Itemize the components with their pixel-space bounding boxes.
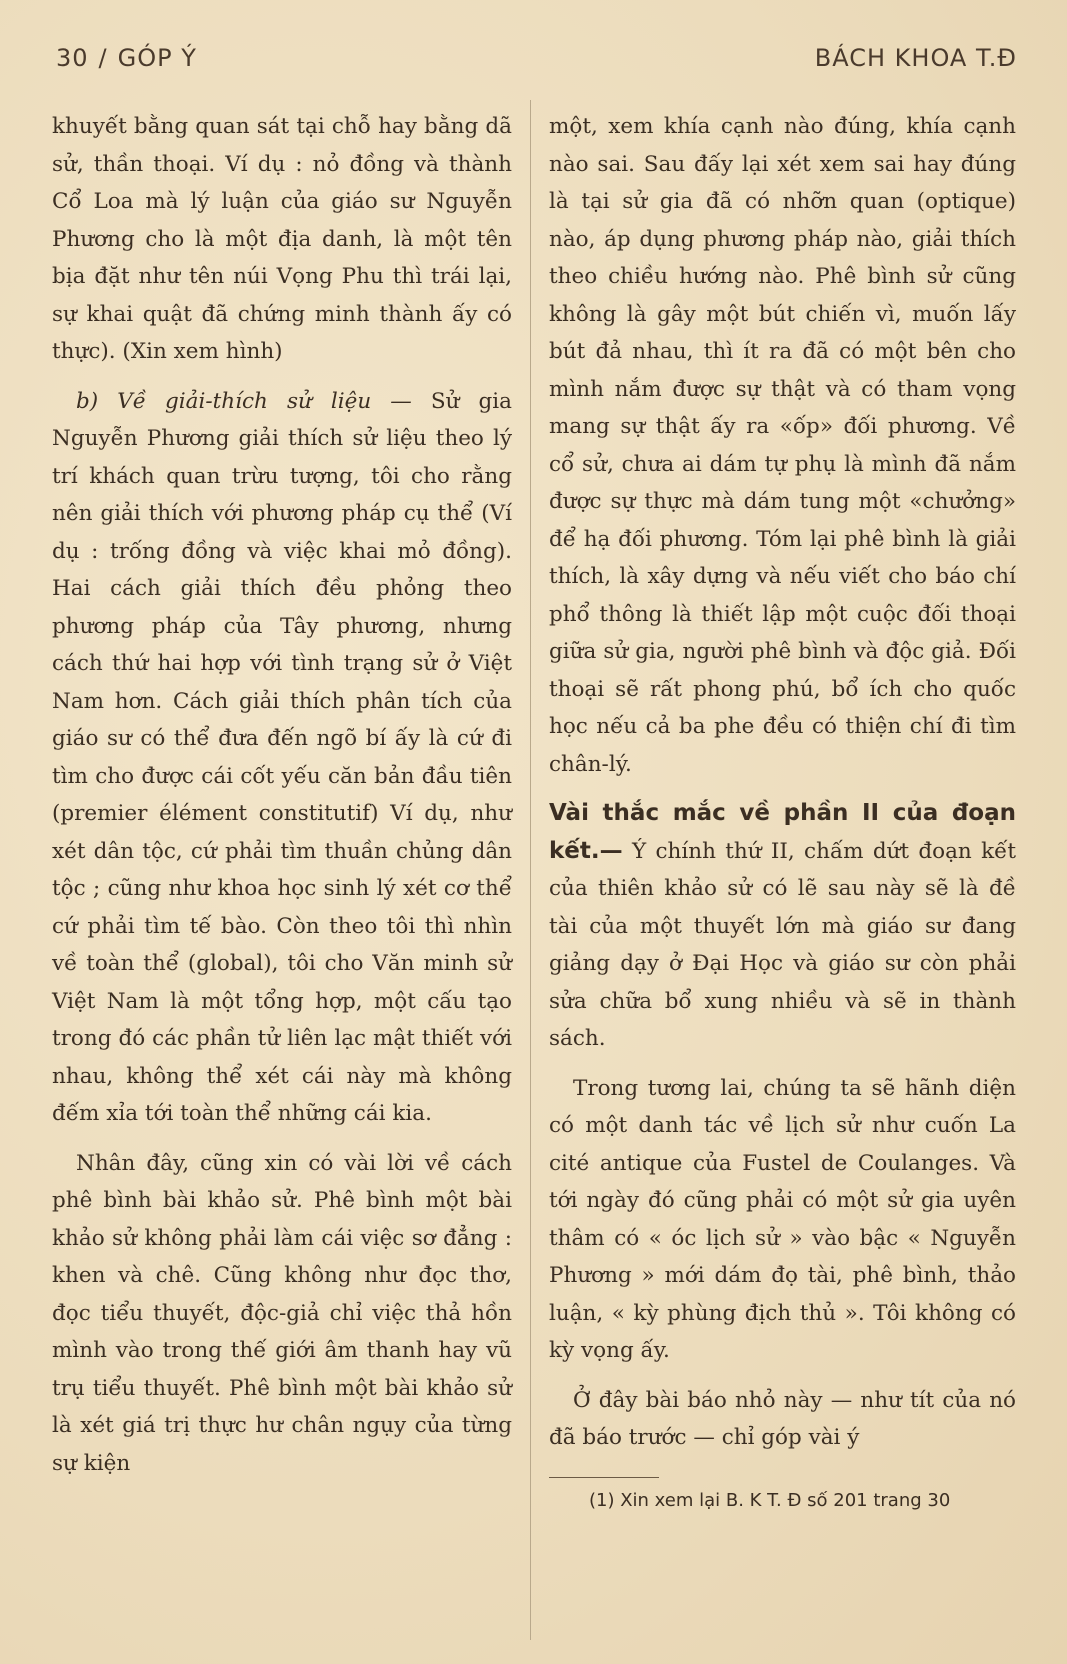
right-paragraph-4: Ở đây bài báo nhỏ này — như tít của nó đã báo trước — chỉ góp vài ý: [549, 1387, 1016, 1450]
column-divider: [530, 100, 531, 1640]
left-paragraph-2-text: Sử gia Nguyễn Phương giải thích sử liệu theo lý trí khách quan trừu tượng, tôi cho rằng nên giải thích với phương pháp cụ thể (Ví dụ : trống đồng và việc khai mỏ đồng). Hai cách giải thích đều phỏng theo phương pháp của Tây phương, nhưng cách thứ hai hợp với tình trạng sử ở Việt Nam hơn. Cách giải thích phân tích của giáo sư có thể đưa đến ngõ bí ấy là cứ đi tìm cho được cái cốt yếu căn bản đầu tiên (premier élément constitutif) Ví dụ, như xét dân tộc, cứ phải tìm thuần chủng dân tộc ; cũng như khoa học sinh lý xét cơ thể cứ phải tìm tế bào. Còn theo tôi thì nhìn về toàn thể (global), tôi cho Văn minh sử Việt Nam là một tổng hợp, một cấu tạo trong đó các phần tử liên lạc mật thiết với nhau, không thể xét cái này mà không đếm xỉa tới toàn thể những cái kia.: [52, 388, 512, 1126]
page-number: 30: [56, 44, 89, 72]
page-header: [56, 44, 1017, 84]
right-column: [549, 108, 1016, 1634]
left-subheading: b) Về giải-thích sử liệu —: [76, 388, 412, 414]
footnote-rule: [549, 1477, 659, 1478]
left-paragraph-2: [52, 383, 512, 1133]
right-paragraph-2-text: Ý chính thứ II, chấm dứt đoạn kết của thiên khảo sử có lẽ sau này sẽ là đề tài của một thuyết lớn mà giáo sư đang giảng dạy ở Đại Học và giáo sư còn phải sửa chữa bổ xung nhiều và sẽ in thành sách.: [549, 838, 1016, 1051]
right-paragraph-1: một, xem khía cạnh nào đúng, khía cạnh nào sai. Sau đấy lại xét xem sai hay đúng là tại sử gia đã có nhỡn quan (optique) nào, áp dụng phương pháp nào, giải thích theo chiều hướng nào. Phê bình sử cũng không là gây một bút chiến vì, muốn lấy bút đả nhau, thì ít ra đã có một bên cho mình nắm được sự thật và có tham vọng mang sự thật ấy ra «ốp» đối phương. Về cổ sử, chưa ai dám tự phụ là mình đã nắm được sự thực mà dám tung một «chưởng» để hạ đối phương. Tóm lại phê bình là giải thích, là xây dựng và nếu viết cho báo chí phổ thông là thiết lập một cuộc đối thoại giữa sử gia, người phê bình và độc giả. Đối thoại sẽ rất phong phú, bổ ích cho quốc học nếu cả ba phe đều có thiện chí đi tìm chân-lý.: [549, 114, 1016, 777]
footnote: (1) Xin xem lại B. K T. Đ số 201 trang 30: [589, 1489, 951, 1511]
right-paragraph-3: Trong tương lai, chúng ta sẽ hãnh diện có một danh tác về lịch sử như cuốn La cité antique của Fustel de Coulanges. Và tới ngày đó cũng phải có một sử gia uyên thâm có « óc lịch sử » vào bậc « Nguyễn Phương » mới dám đọ tài, phê bình, thảo luận, « kỳ phùng địch thủ ». Tôi không có kỳ vọng ấy.: [549, 1075, 1016, 1363]
header-separator: /: [98, 44, 108, 72]
left-paragraph-1: khuyết bằng quan sát tại chỗ hay bằng dã sử, thần thoại. Ví dụ : nỏ đồng và thành Cổ Loa mà lý luận của giáo sư Nguyễn Phương cho là một địa danh, là một tên bịa đặt như tên núi Vọng Phu thì trái lại, sự khai quật đã chứng minh thành ấy có thực). (Xin xem hình): [52, 114, 512, 364]
right-paragraph-2: [549, 795, 1016, 1058]
section-title: GÓP Ý: [117, 44, 197, 72]
header-left: [56, 44, 197, 72]
magazine-title: BÁCH KHOA T.Đ: [814, 44, 1017, 72]
right-subheading: Vài thắc mắc về phần II của đoạn kết.—: [549, 800, 1016, 864]
left-paragraph-3: Nhân đây, cũng xin có vài lời về cách phê bình bài khảo sử. Phê bình một bài khảo sử không phải làm cái việc sơ đẳng : khen và chê. Cũng không như đọc thơ, đọc tiểu thuyết, độc-giả chỉ việc thả hồn mình vào trong thế giới âm thanh hay vũ trụ tiểu thuyết. Phê bình một bài khảo sử là xét giá trị thực hư chân ngụy của từng sự kiện: [52, 1150, 512, 1476]
left-column: [52, 108, 512, 1634]
